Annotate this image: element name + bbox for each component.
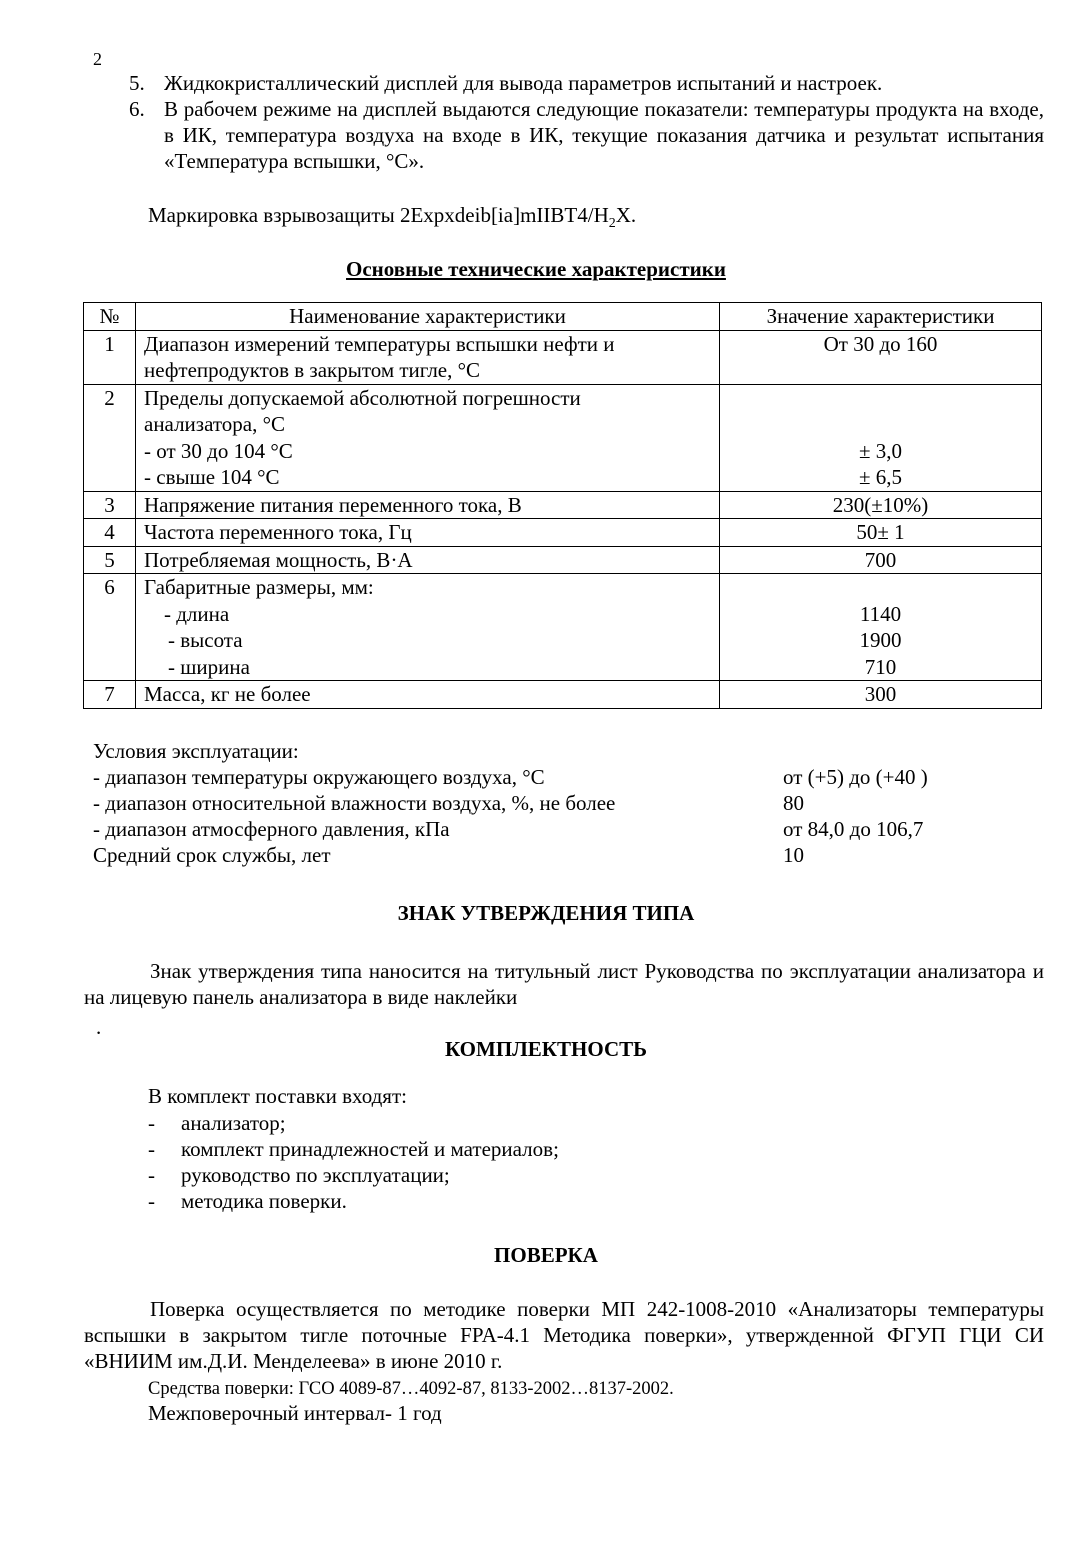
row-number: 7: [84, 681, 136, 709]
explosion-protection-marking: [148, 202, 637, 232]
row-value-line: ± 6,5: [858, 465, 903, 489]
verification-title: ПОВЕРКА: [494, 1243, 598, 1267]
condition-value: 10: [783, 843, 804, 867]
condition-value: 80: [783, 791, 804, 815]
row-number: 1: [84, 330, 136, 384]
list-item: - методика поверки.: [148, 1189, 347, 1213]
table-row: [84, 384, 1042, 491]
row-name-line: - от 30 до 104 °С: [144, 438, 293, 463]
list-item: - анализатор;: [148, 1111, 286, 1135]
approval-title: ЗНАК УТВЕРЖДЕНИЯ ТИПА: [397, 901, 695, 925]
row-name-line: - высота: [168, 628, 243, 652]
row-value: 230(±10%): [720, 491, 1042, 519]
list-item: - комплект принадлежностей и материалов;: [148, 1137, 559, 1161]
specs-title: Основные технические характеристики: [346, 257, 726, 281]
kit-item: руководство по эксплуатации;: [181, 1163, 450, 1187]
column-header-name: Наименование характеристики: [136, 303, 720, 331]
kit-item: методика поверки.: [181, 1189, 347, 1213]
table-row: [84, 574, 1042, 681]
condition-row: [93, 764, 1053, 790]
operating-conditions: [93, 738, 1053, 868]
list-item-number: 5.: [129, 71, 145, 95]
row-name-line: нефтепродуктов в закрытом тигле, °С: [144, 358, 481, 382]
row-value: [720, 384, 1042, 491]
conditions-title-text: Условия эксплуатации:: [93, 739, 299, 763]
row-name-line: - длина: [164, 601, 230, 626]
condition-value: от (+5) до (+40 ): [783, 765, 928, 789]
marking-suffix: X.: [615, 203, 637, 227]
kit-title: КОМПЛЕКТНОСТЬ: [444, 1037, 648, 1061]
kit-intro: В комплект поставки входят:: [148, 1084, 407, 1108]
table-row: [84, 330, 1042, 384]
table-header-row: [84, 303, 1042, 331]
list-item: [94, 70, 1044, 96]
condition-label: - диапазон температуры окружающего воздуха, °С: [93, 765, 545, 789]
row-value: 700: [720, 546, 1042, 574]
marking-subscript: 2: [608, 216, 616, 232]
kit-list: [148, 1110, 559, 1214]
row-number: 2: [84, 384, 136, 491]
row-value: 50± 1: [720, 519, 1042, 547]
row-name-line: анализатора, °С: [144, 412, 285, 436]
page-number: 2: [93, 49, 102, 69]
feature-list: [94, 70, 1044, 174]
condition-row: [93, 816, 1053, 842]
table-row: [84, 681, 1042, 709]
row-number: 5: [84, 546, 136, 574]
table-row: [84, 519, 1042, 547]
list-item: - руководство по эксплуатации;: [148, 1163, 450, 1187]
condition-label: - диапазон атмосферного давления, кПа: [93, 817, 450, 841]
verification-text: Поверка осуществляется по методике поверки МП 242-1008-2010 «Анализаторы температуры вспышки в закрытом тигле поточные FPA-4.1 Методика поверки», утвержденной ФГУП ГЦИ СИ «ВНИИМ им.Д.И. Менделеева» в июне 2010 г.: [84, 1297, 1044, 1373]
row-value-line: 710: [864, 654, 897, 679]
approval-text: Знак утверждения типа наносится на титульный лист Руководства по эксплуатации анализатора и на лицевую панель анализатора в виде наклейки: [84, 959, 1044, 1009]
row-value: 300: [720, 681, 1042, 709]
row-value-line: 1140: [859, 601, 902, 626]
row-name-line: - ширина: [168, 654, 250, 679]
row-name-line: - свыше 104 °С: [144, 465, 280, 489]
row-number: 3: [84, 491, 136, 519]
condition-row: [93, 790, 1053, 816]
row-name: Потребляемая мощность, В·А: [136, 546, 720, 574]
condition-value: от 84,0 до 106,7: [783, 817, 924, 841]
column-header-number: №: [84, 303, 136, 331]
row-name: [136, 330, 720, 384]
verification-tools: Средства поверки: ГСО 4089-87…4092-87, 8133-2002…8137-2002.: [148, 1379, 674, 1399]
condition-label: - диапазон относительной влажности воздуха, %, не более: [93, 791, 616, 815]
list-item: [94, 96, 1044, 174]
list-item-text: Жидкокристаллический дисплей для вывода параметров испытаний и настроек.: [164, 71, 883, 95]
stray-dot: .: [96, 1015, 102, 1039]
row-name-line: Диапазон измерений температуры вспышки нефти и: [144, 331, 615, 356]
list-item-text: В рабочем режиме на дисплей выдаются следующие показатели: температуры продукта на входе, в ИК, температура воздуха на входе в ИК, текущие показания датчика и результат испытания «Температура вспышки, °С».: [164, 97, 1044, 173]
specs-table: [83, 302, 1042, 709]
row-name: [136, 384, 720, 491]
verification-interval: Межповерочный интервал- 1 год: [148, 1401, 442, 1425]
table-row: [84, 546, 1042, 574]
condition-row: [93, 842, 1053, 868]
row-value-line: От 30 до 160: [823, 331, 938, 356]
row-name-line: Габаритные размеры, мм:: [144, 575, 374, 599]
row-value: [720, 330, 1042, 384]
row-number: 4: [84, 519, 136, 547]
row-value: [720, 574, 1042, 681]
kit-item: комплект принадлежностей и материалов;: [181, 1137, 559, 1161]
row-number: 6: [84, 574, 136, 681]
row-name: [136, 574, 720, 681]
row-name: Масса, кг не более: [136, 681, 720, 709]
row-name: Частота переменного тока, Гц: [136, 519, 720, 547]
row-name-line: Пределы допускаемой абсолютной погрешности: [144, 385, 581, 410]
list-item-number: 6.: [129, 97, 145, 121]
row-name: Напряжение питания переменного тока, В: [136, 491, 720, 519]
kit-item: анализатор;: [181, 1111, 286, 1135]
row-value-line: 1900: [859, 628, 902, 652]
column-header-value: Значение характеристики: [720, 303, 1042, 331]
conditions-title: [93, 738, 1053, 764]
condition-label: Средний срок службы, лет: [93, 843, 331, 867]
marking-prefix: Маркировка взрывозащиты 2Expxdeib[ia]mIIBT4/H: [148, 203, 609, 227]
table-row: [84, 491, 1042, 519]
row-value-line: ± 3,0: [858, 438, 903, 463]
